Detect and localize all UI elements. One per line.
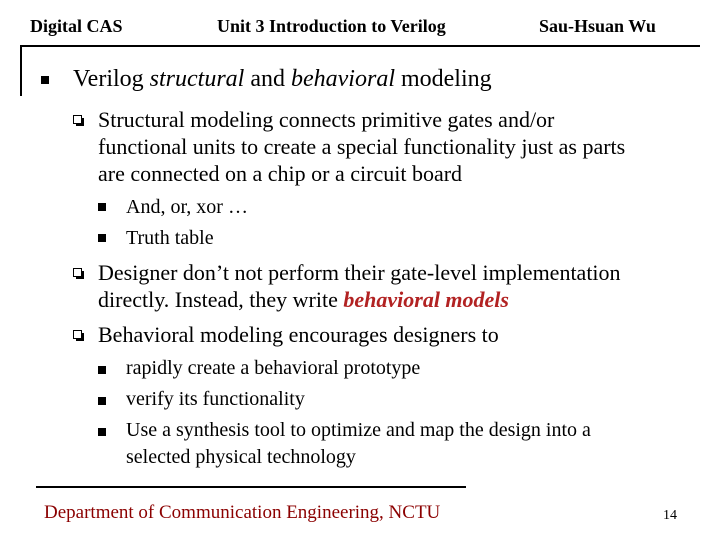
square-bullet-icon [98,397,106,405]
sub-bullet-synthesis-line1: Use a synthesis tool to optimize and map the design into a [126,419,591,441]
hollow-square-bullet-icon [73,330,82,339]
bullet-designer-line1: Designer don’t not perform their gate-level implementation [98,260,621,285]
course-title: Digital CAS [30,16,123,36]
footer-divider [36,486,466,488]
title-behavioral: behavioral [291,66,395,92]
title-text: and [244,66,291,92]
title-text: Verilog [73,66,150,92]
square-bullet-icon [98,234,106,242]
bullet-designer-line2 [98,286,509,313]
footer-department: Department of Communication Engineering, NCTU [44,502,441,523]
header-vertical-divider [20,45,22,96]
hollow-square-bullet-icon [73,115,82,124]
unit-title: Unit 3 Introduction to Verilog [217,16,446,36]
sub-bullet-verify: verify its functionality [126,388,305,410]
bullet-designer-text: directly. Instead, they write [98,287,344,312]
bullet-behavioral-line1: Behavioral modeling encourages designers to [98,322,499,347]
square-bullet-icon [41,76,49,84]
square-bullet-icon [98,203,106,211]
sub-bullet-prototype: rapidly create a behavioral prototype [126,357,421,379]
bullet-structural-line2: functional units to create a special functionality just as parts [98,134,626,159]
bullet-structural-line3: are connected on a chip or a circuit board [98,161,463,186]
square-bullet-icon [98,428,106,436]
behavioral-models-emphasis: behavioral models [343,287,509,312]
sub-bullet-synthesis-line2: selected physical technology [126,446,356,468]
slide-header [0,0,720,60]
hollow-square-bullet-icon [73,268,82,277]
header-divider [20,45,700,47]
page-number: 14 [663,508,677,523]
sub-bullet-gates: And, or, xor … [126,196,248,218]
title-text: modeling [394,66,492,92]
sub-bullet-truth-table: Truth table [126,227,214,249]
title-structural: structural [149,66,245,92]
author-name: Sau-Hsuan Wu [539,16,656,36]
square-bullet-icon [98,366,106,374]
bullet-structural-line1: Structural modeling connects primitive gates and/or [98,107,555,132]
slide-title [73,65,492,93]
